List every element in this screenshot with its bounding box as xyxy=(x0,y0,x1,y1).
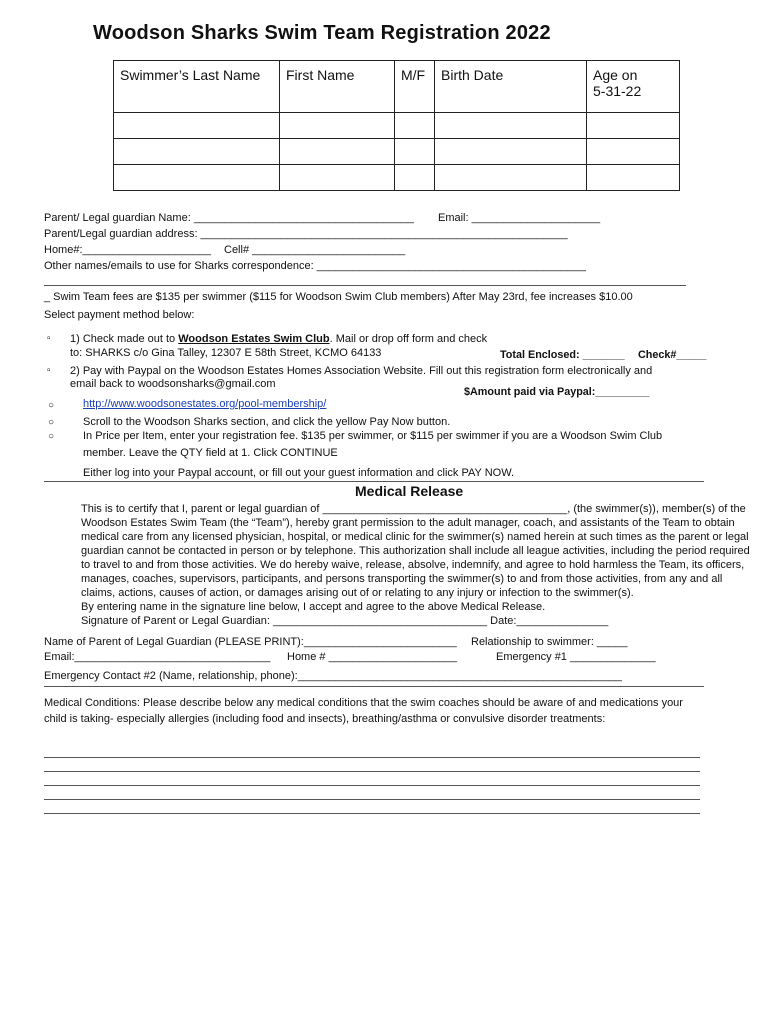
step-login: Either log into your Paypal account, or fill out your guest information and click PAY NOW. xyxy=(83,467,515,479)
conditions-answer-line[interactable] xyxy=(44,785,700,786)
bullet-circle: ○ xyxy=(48,400,55,411)
bullet-circle: ○ xyxy=(48,417,55,428)
page-title: Woodson Sharks Swim Team Registration 2022 xyxy=(93,22,551,44)
conditions-answer-line[interactable] xyxy=(44,757,700,758)
check-option-prefix: 1) Check made out to xyxy=(70,333,179,345)
check-number-field[interactable]: Check#_____ xyxy=(638,349,707,361)
age-cell[interactable] xyxy=(587,165,680,191)
last-name-cell[interactable] xyxy=(114,139,280,165)
age-label: Age on xyxy=(593,67,638,83)
age-cell[interactable] xyxy=(587,139,680,165)
guardian-name-field[interactable]: Parent/ Legal guardian Name: ____________________________________ xyxy=(44,212,415,224)
first-name-cell[interactable] xyxy=(280,139,395,165)
cell-phone-field[interactable]: Cell# _________________________ xyxy=(224,244,406,256)
medical-release-title: Medical Release xyxy=(355,483,464,499)
pool-membership-link[interactable]: http://www.woodsonestates.org/pool-membership/ xyxy=(83,398,327,410)
other-contacts-field[interactable]: Other names/emails to use for Sharks correspondence: ____________________________________________ xyxy=(44,260,586,272)
col-header-last-name: Swimmer’s Last Name xyxy=(114,61,280,113)
relationship-field[interactable]: Relationship to swimmer: _____ xyxy=(471,636,628,648)
table-row xyxy=(114,165,680,191)
step-price-cont: member. Leave the QTY field at 1. Click CONTINUE xyxy=(83,447,338,459)
medical-release-line: to travel to and from those activities. We do hereby waive, release, absolve, indemnify, and agree to hold harmless the Team, its officers, xyxy=(81,559,745,571)
paypal-amount-field[interactable]: $Amount paid via Paypal:_________ xyxy=(464,386,650,398)
fee-notice: _ Swim Team fees are $135 per swimmer ($115 for Woodson Swim Club members) After May 23rd, fee increases $10.00 xyxy=(44,291,633,303)
medical-release-line: guardian cannot be contacted in person or by telephone. This authorization shall include all league activities, including the period required xyxy=(81,545,750,557)
guardian-address-field[interactable]: Parent/Legal guardian address: ____________________________________________________________ xyxy=(44,228,568,240)
conditions-answer-line[interactable] xyxy=(44,771,700,772)
col-header-gender: M/F xyxy=(395,61,435,113)
guardian-email-field[interactable]: Email: _____________________ xyxy=(438,212,601,224)
check-mail-address: to: SHARKS c/o Gina Talley, 12307 E 58th Street, KCMO 64133 xyxy=(70,347,382,359)
gender-cell[interactable] xyxy=(395,113,435,139)
medical-release-line: By entering name in the signature line below, I accept and agree to the above Medical Release. xyxy=(81,601,546,613)
paypal-option-line1: 2) Pay with Paypal on the Woodson Estates Homes Association Website. Fill out this registration form electronically and xyxy=(70,365,653,377)
bullet-circle: ○ xyxy=(48,431,55,442)
paypal-option-line2: email back to woodsonsharks@gmail.com xyxy=(70,378,276,390)
contact-home-field[interactable]: Home # _____________________ xyxy=(287,651,458,663)
divider xyxy=(44,686,704,687)
col-header-age xyxy=(587,61,680,113)
medical-release-line: manages, coaches, supervisors, participants, and persons transporting the swimmer(s) to and from those activities, from any and all xyxy=(81,573,723,585)
first-name-cell[interactable] xyxy=(280,165,395,191)
col-header-birth-date: Birth Date xyxy=(435,61,587,113)
conditions-answer-line[interactable] xyxy=(44,813,700,814)
gender-cell[interactable] xyxy=(395,139,435,165)
first-name-cell[interactable] xyxy=(280,113,395,139)
medical-conditions-line1: Medical Conditions: Please describe below any medical conditions that the swim coaches should be aware of and medications your xyxy=(44,697,683,709)
emergency1-field[interactable]: Emergency #1 ______________ xyxy=(496,651,656,663)
medical-conditions-line2: child is taking- especially allergies (including food and insects), breathing/asthma or convulsive disorder treatments: xyxy=(44,713,606,725)
birth-date-cell[interactable] xyxy=(435,139,587,165)
contact-email-field[interactable]: Email:________________________________ xyxy=(44,651,271,663)
check-payee: Woodson Estates Swim Club xyxy=(178,333,330,345)
total-enclosed-field[interactable]: Total Enclosed: _______ xyxy=(500,349,625,361)
emergency2-field[interactable]: Emergency Contact #2 (Name, relationship, phone):_____________________________________________________ xyxy=(44,670,622,682)
payment-method-label: Select payment method below: xyxy=(44,309,195,321)
divider xyxy=(44,481,704,482)
medical-release-line: Woodson Estates Swim Team (the “Team”), hereby grant permission to the adult manager, coach, and assistants of the Team to obtain xyxy=(81,517,735,529)
table-row xyxy=(114,113,680,139)
birth-date-cell[interactable] xyxy=(435,165,587,191)
conditions-answer-line[interactable] xyxy=(44,799,700,800)
table-header-row xyxy=(114,61,680,113)
medical-release-line: claims, actions, causes of action, or damages arising out of or relating to any injury or infection to the swimmer(s). xyxy=(81,587,634,599)
age-cell[interactable] xyxy=(587,113,680,139)
table-row xyxy=(114,139,680,165)
col-header-first-name: First Name xyxy=(280,61,395,113)
swimmer-table xyxy=(113,60,680,191)
print-name-field[interactable]: Name of Parent of Legal Guardian (PLEASE PRINT):_________________________ xyxy=(44,636,457,648)
gender-cell[interactable] xyxy=(395,165,435,191)
age-date: 5-31-22 xyxy=(593,83,642,99)
last-name-cell[interactable] xyxy=(114,113,280,139)
check-option-line1 xyxy=(70,333,487,345)
birth-date-cell[interactable] xyxy=(435,113,587,139)
checkbox-paypal-option[interactable]: ▫ xyxy=(47,365,51,376)
step-scroll: Scroll to the Woodson Sharks section, and click the yellow Pay Now button. xyxy=(83,416,451,428)
check-option-suffix: . Mail or drop off form and check xyxy=(329,333,488,345)
medical-release-line: medical care from any licensed physician, hospital, or medical clinic for the swimmer(s) named herein at such times as the parent or legal xyxy=(81,531,749,543)
step-price: In Price per Item, enter your registration fee. $135 per swimmer, or $115 per swimmer if you are a Woodson Swim Club xyxy=(83,430,663,442)
last-name-cell[interactable] xyxy=(114,165,280,191)
signature-field[interactable]: Signature of Parent or Legal Guardian: ___________________________________ Date:_______________ xyxy=(81,615,609,627)
home-phone-field[interactable]: Home#:_____________________ xyxy=(44,244,211,256)
checkbox-check-option[interactable]: ▫ xyxy=(47,333,51,344)
medical-release-line: This is to certify that I, parent or legal guardian of ________________________________________, (the swimmer(s)), member(s) of the xyxy=(81,503,746,515)
divider xyxy=(44,285,686,286)
